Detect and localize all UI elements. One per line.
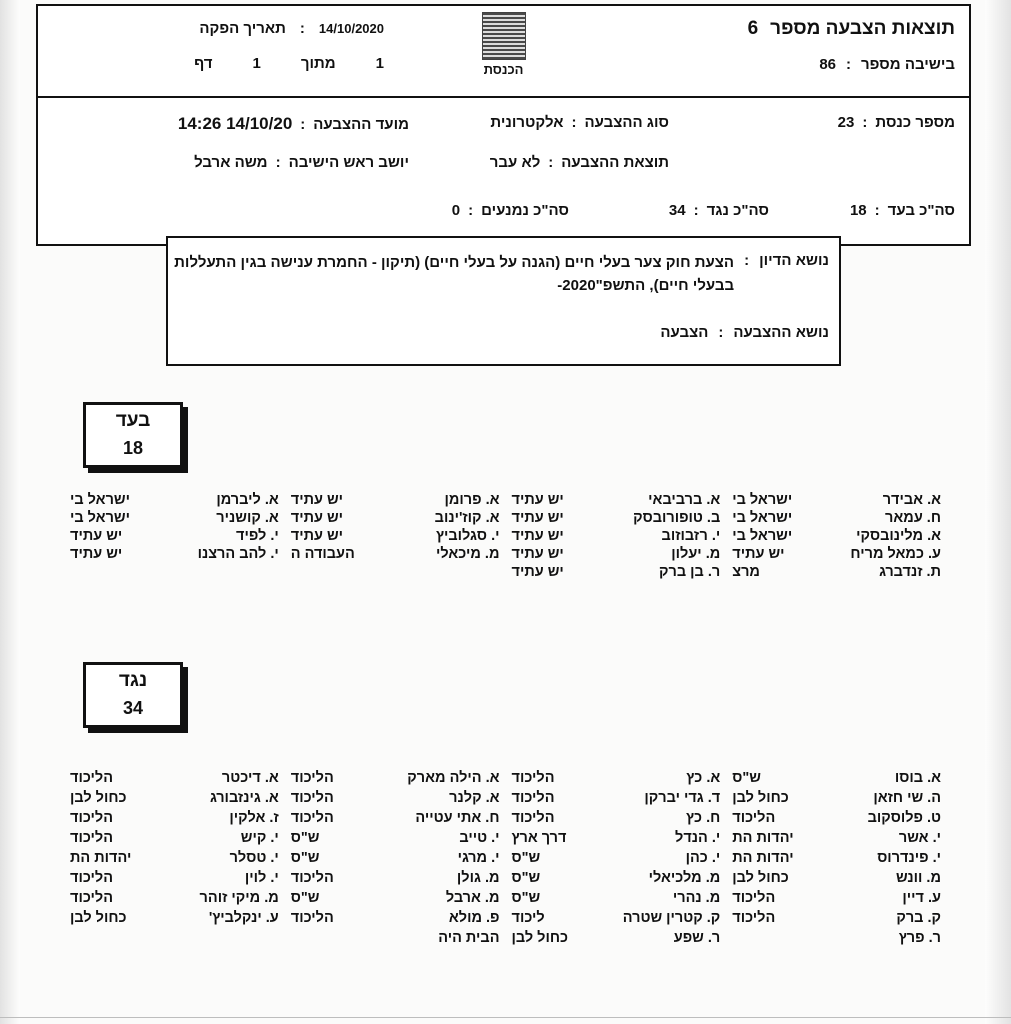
member-entry xyxy=(726,890,947,906)
member-entry xyxy=(64,810,285,826)
vote-number: 6 xyxy=(747,18,759,39)
emblem-caption: הכנסת xyxy=(483,62,524,77)
member-entry xyxy=(726,910,947,926)
member-entry xyxy=(64,910,285,926)
total-for-field xyxy=(850,202,955,219)
knesset-number-field xyxy=(838,114,955,131)
member-name: י. טייב xyxy=(459,830,500,846)
member-name: ח. אתי עטייה xyxy=(415,810,500,826)
member-entry xyxy=(285,870,506,886)
discussion-text: הצעת חוק צער בעלי חיים (הגנה על בעלי חיים) (תיקון - החמרת ענישה בגין התעללות בבעלי חיים), התשפ"2020- xyxy=(174,254,735,294)
page-edge-shadow-right xyxy=(985,0,1011,1024)
page-label: דף xyxy=(194,55,213,72)
member-name: י. אשר xyxy=(898,830,941,846)
member-party: הליכוד xyxy=(70,890,114,906)
member-name: ע. דיין xyxy=(902,890,941,906)
member-party: כחול לבן xyxy=(70,790,127,806)
member-name: י. לוין xyxy=(244,870,279,886)
member-entry xyxy=(285,492,506,508)
member-entry xyxy=(285,850,506,866)
member-entry xyxy=(726,510,947,526)
member-entry xyxy=(506,830,727,846)
member-entry xyxy=(64,850,285,866)
discussion-colon: : xyxy=(744,252,750,269)
total-against-field xyxy=(669,202,769,219)
member-name: י. לפיד xyxy=(236,528,279,544)
member-name: י. כהן xyxy=(685,850,721,866)
member-name: מ. יעלון xyxy=(671,546,721,562)
discussion-label: נושא הדיון xyxy=(759,252,829,269)
member-party: כחול לבן xyxy=(732,870,789,886)
vote-result-colon: : xyxy=(548,154,554,171)
member-party: הליכוד xyxy=(732,910,776,926)
member-party: הליכוד xyxy=(732,890,776,906)
member-entry xyxy=(726,492,947,508)
page-title: תוצאות הצבעה מספר xyxy=(770,18,955,39)
member-party: הליכוד xyxy=(70,770,114,786)
member-party: מרצ xyxy=(732,564,760,580)
member-party: יהדות הת xyxy=(732,850,794,866)
member-party: הליכוד xyxy=(290,790,334,806)
member-entry xyxy=(64,492,285,508)
member-name: מ. ארבל xyxy=(445,890,500,906)
knesset-emblem-icon xyxy=(482,12,526,60)
member-entry xyxy=(506,564,727,580)
vote-type-value: אלקטרונית xyxy=(490,114,564,131)
member-name: י. רזבוזוב xyxy=(661,528,721,544)
member-party: הליכוד xyxy=(290,770,334,786)
member-name: מ. מלכיאלי xyxy=(648,870,721,886)
member-entry xyxy=(285,790,506,806)
member-name: י. קיש xyxy=(240,830,279,846)
member-party: יש עתיד xyxy=(290,510,344,526)
member-party: כחול לבן xyxy=(511,930,569,946)
discussion-box xyxy=(166,236,841,366)
member-name: א. כץ xyxy=(686,770,721,786)
member-name: ה. שי חזאן xyxy=(873,790,941,806)
member-entry xyxy=(726,830,947,846)
member-name: מ. מיכאלי xyxy=(436,546,500,562)
session-number: 86 xyxy=(819,56,837,73)
session-colon: : xyxy=(846,56,852,73)
member-party: יש עתיד xyxy=(511,510,564,526)
member-entry xyxy=(506,850,727,866)
vote-time-colon: : xyxy=(300,116,306,133)
chair-value: משה ארבל xyxy=(194,154,268,171)
member-party: יש עתיד xyxy=(290,492,344,508)
vote-time-field xyxy=(178,114,409,134)
member-party: העבודה ה xyxy=(290,546,355,562)
chair-label: יושב ראש הישיבה xyxy=(288,154,409,171)
chair-colon: : xyxy=(275,154,281,171)
page-of-number: 1 xyxy=(375,55,384,72)
member-name: מ. נהרי xyxy=(672,890,721,906)
issue-date-colon: : xyxy=(299,20,305,37)
member-entry xyxy=(726,790,947,806)
member-name: ר. שפע xyxy=(673,930,721,946)
member-party: הליכוד xyxy=(70,810,114,826)
member-entry xyxy=(506,546,727,562)
member-party: הליכוד xyxy=(70,830,114,846)
member-party: ישראל בי xyxy=(732,492,793,508)
member-party: ש"ס xyxy=(290,890,320,906)
vote-subject-colon: : xyxy=(718,324,724,341)
member-name: י. טסלר xyxy=(229,850,279,866)
member-entry xyxy=(64,528,285,544)
vote-type-label: סוג ההצבעה xyxy=(584,114,669,131)
vote-subject-label: נושא ההצבעה xyxy=(733,324,829,341)
total-for-label: סה"כ בעד xyxy=(887,202,955,219)
member-name: ח. עמאר xyxy=(885,510,941,526)
member-party: הליכוד xyxy=(732,810,776,826)
member-entry xyxy=(506,810,727,826)
member-party: יהדות הת xyxy=(732,830,794,846)
member-entry xyxy=(506,930,727,946)
member-name: ר. פרץ xyxy=(898,930,941,946)
issue-date-value: 14/10/2020 xyxy=(318,21,384,36)
member-name: י. פינדרוס xyxy=(877,850,941,866)
member-entry xyxy=(506,790,727,806)
member-entry xyxy=(726,870,947,886)
member-party: ליכוד xyxy=(511,910,545,926)
member-entry xyxy=(506,770,727,786)
total-abstain-colon: : xyxy=(468,202,474,219)
member-name: ד. גדי יברקן xyxy=(644,790,721,806)
vote-result-field xyxy=(490,154,669,171)
member-name: מ. מיקי זוהר xyxy=(199,890,279,906)
member-entry xyxy=(726,850,947,866)
member-party: ש"ס xyxy=(511,870,541,886)
member-party: ישראל בי xyxy=(732,510,793,526)
member-entry xyxy=(506,528,727,544)
member-party: יש עתיד xyxy=(70,546,123,562)
member-party: יש עתיד xyxy=(511,528,564,544)
member-party: יש עתיד xyxy=(290,528,344,544)
vote-type-colon: : xyxy=(571,114,577,131)
member-party: יהדות הת xyxy=(70,850,132,866)
member-entry xyxy=(64,870,285,886)
against-title: נגד xyxy=(118,670,148,691)
member-party: יש עתיד xyxy=(732,546,785,562)
member-entry xyxy=(506,870,727,886)
vote-time-value: 14/10/20 14:26 xyxy=(177,114,293,133)
member-name: ע. כמאל מריח xyxy=(850,546,941,562)
member-name: א. ליברמן xyxy=(216,492,279,508)
member-entry xyxy=(726,770,947,786)
header-box xyxy=(36,4,971,341)
member-party: ש"ס xyxy=(511,850,541,866)
member-entry xyxy=(506,492,727,508)
member-entry xyxy=(726,564,947,580)
member-name: י. להב הרצנו xyxy=(197,546,279,562)
member-name: א. פרומן xyxy=(444,492,500,508)
for-members-grid xyxy=(64,492,947,580)
member-party: הליכוד xyxy=(290,870,334,886)
member-entry xyxy=(506,890,727,906)
member-name: הבית היה xyxy=(438,930,500,946)
knesset-number-colon: : xyxy=(862,114,868,131)
against-tally-box xyxy=(83,662,183,728)
member-party: יש עתיד xyxy=(511,546,564,562)
total-against-colon: : xyxy=(693,202,699,219)
header-details-grid xyxy=(38,98,969,198)
member-entry xyxy=(64,890,285,906)
member-entry xyxy=(285,910,506,926)
total-for-colon: : xyxy=(874,202,880,219)
member-party: יש עתיד xyxy=(511,564,564,580)
member-party: דרך ארץ xyxy=(511,830,567,846)
member-name: א. דיכטר xyxy=(221,770,279,786)
for-tally-box xyxy=(83,402,183,468)
member-name: ע. ינקלביץ' xyxy=(208,910,279,926)
member-party: הליכוד xyxy=(70,870,114,886)
member-name: ז. אלקין xyxy=(229,810,279,826)
member-name: ר. בן ברק xyxy=(659,564,721,580)
member-entry xyxy=(285,510,506,526)
header-row-details xyxy=(38,98,969,198)
member-party: כחול לבן xyxy=(70,910,127,926)
member-entry xyxy=(64,790,285,806)
member-entry xyxy=(64,546,285,562)
member-party: הליכוד xyxy=(290,810,334,826)
session-label: בישיבה מספר xyxy=(861,56,955,73)
member-party: הליכוד xyxy=(290,910,334,926)
member-name: מ. וונש xyxy=(896,870,941,886)
member-name: א. קלנר xyxy=(449,790,500,806)
member-name: פ. מולא xyxy=(448,910,500,926)
member-name: ט. פלוסקוב xyxy=(867,810,941,826)
vote-result-label: תוצאת ההצבעה xyxy=(561,154,669,171)
vote-subject-value: הצבעה xyxy=(660,324,709,341)
vote-subject-row xyxy=(660,324,829,341)
member-party: הליכוד xyxy=(511,790,555,806)
vote-time-label: מועד ההצבעה xyxy=(313,116,409,133)
member-name: א. קוז'ינוב xyxy=(434,510,500,526)
against-members-grid xyxy=(64,770,947,946)
page-edge-shadow-left xyxy=(0,0,20,1024)
total-abstain-value: 0 xyxy=(451,202,461,219)
member-entry xyxy=(285,890,506,906)
member-entry xyxy=(506,510,727,526)
member-entry xyxy=(726,546,947,562)
member-party: יש עתיד xyxy=(70,528,123,544)
member-party: ש"ס xyxy=(290,850,320,866)
member-entry xyxy=(64,510,285,526)
page-footer-rule xyxy=(0,1017,1011,1018)
total-against-label: סה"כ נגד xyxy=(706,202,769,219)
chair-field xyxy=(194,154,409,171)
member-name: ת. זנדברג xyxy=(879,564,941,580)
member-entry xyxy=(506,910,727,926)
member-entry xyxy=(285,546,506,562)
member-entry xyxy=(64,830,285,846)
member-name: מ. גולן xyxy=(456,870,500,886)
member-name: א. מלינובסקי xyxy=(856,528,941,544)
page-number: 1 xyxy=(252,55,261,72)
member-party: ש"ס xyxy=(732,770,761,786)
vote-result-value: לא עבר xyxy=(489,154,541,171)
member-party: ישראל בי xyxy=(732,528,793,544)
member-name: ח. כץ xyxy=(686,810,721,826)
member-party: הליכוד xyxy=(511,810,555,826)
member-party: יש עתיד xyxy=(511,492,564,508)
member-name: א. גינזבורג xyxy=(209,790,279,806)
for-title: בעד xyxy=(115,410,151,431)
member-name: א. ברביבאי xyxy=(648,492,721,508)
member-party: ישראל בי xyxy=(70,510,130,526)
member-entry xyxy=(64,770,285,786)
member-name: י. סגלוביץ xyxy=(435,528,500,544)
member-name: א. אבידר xyxy=(882,492,941,508)
member-name: ק. קטרין שטרה xyxy=(622,910,721,926)
for-count: 18 xyxy=(122,438,144,458)
vote-type-field xyxy=(490,114,669,131)
member-name: ב. טופורובסק xyxy=(633,510,721,526)
member-name: י. מרגי xyxy=(457,850,500,866)
member-entry xyxy=(285,930,506,946)
member-entry xyxy=(726,810,947,826)
member-entry xyxy=(285,770,506,786)
total-abstain-field xyxy=(452,202,569,219)
member-party: הליכוד xyxy=(511,770,555,786)
page-of-label: מתוך xyxy=(300,55,336,72)
discussion-subject-row xyxy=(174,252,829,297)
member-name: א. קושניר xyxy=(216,510,279,526)
member-entry xyxy=(726,528,947,544)
member-entry xyxy=(726,930,947,946)
member-party: כחול לבן xyxy=(732,790,789,806)
member-entry xyxy=(285,830,506,846)
total-against-value: 34 xyxy=(668,202,686,219)
member-party: ישראל בי xyxy=(70,492,130,508)
member-party: ש"ס xyxy=(511,890,541,906)
member-entry xyxy=(285,528,506,544)
member-party: ש"ס xyxy=(290,830,320,846)
knesset-number-label: מספר כנסת xyxy=(875,114,955,131)
member-entry xyxy=(285,810,506,826)
against-count: 34 xyxy=(122,698,144,718)
knesset-number-value: 23 xyxy=(837,114,855,131)
member-name: א. הילה מארק xyxy=(407,770,500,786)
member-name: א. בוסו xyxy=(894,770,941,786)
header-row-top xyxy=(38,6,969,98)
total-abstain-label: סה"כ נמנעים xyxy=(481,202,569,219)
issue-date-label: תאריך הפקה xyxy=(199,20,286,37)
total-for-value: 18 xyxy=(849,202,867,219)
header-meta-block xyxy=(54,20,384,72)
member-name: ק. ברק xyxy=(896,910,941,926)
member-name: י. הנדל xyxy=(675,830,721,846)
